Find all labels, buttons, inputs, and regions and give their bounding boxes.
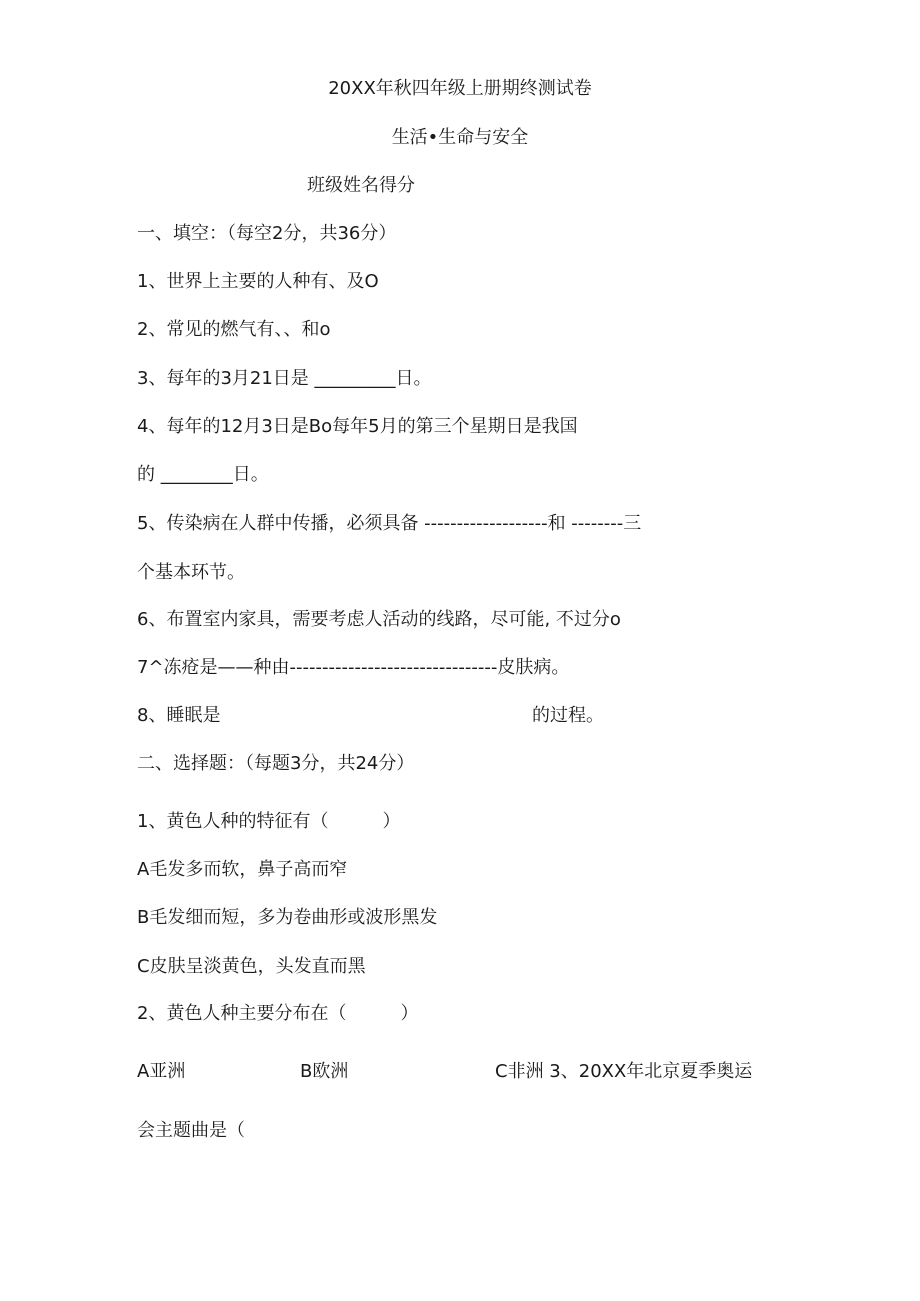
choice-q1-option-c: C皮肤呈淡黄色，头发直而黑: [137, 956, 366, 977]
student-info-line: 班级姓名得分: [307, 175, 415, 196]
document-title: 20XX年秋四年级上册期终测试卷: [328, 78, 592, 99]
choice-question-2: 2、黄色人种主要分布在（ ）: [137, 1003, 419, 1024]
choice-q1-option-a: A毛发多而软，鼻子高而窄: [137, 859, 348, 880]
question-4-line-1: 4、每年的12月3日是Bo每年5月的第三个星期日是我国: [137, 416, 578, 437]
question-5-line-1: 5、传染病在人群中传播，必须具备 -------------------和 --------三: [137, 513, 642, 534]
choice-q2-option-a: A亚洲: [137, 1061, 186, 1082]
document-subtitle: 生活•生命与安全: [391, 127, 529, 148]
question-5-line-2: 个基本环节。: [137, 562, 245, 583]
question-7: 7^冻疮是——种由--------------------------------皮肤病。: [137, 657, 570, 678]
choice-q2-option-c: C非洲 3、20XX年北京夏季奥运: [495, 1061, 753, 1082]
question-6: 6、布置室内家具，需要考虑人活动的线路，尽可能, 不过分o: [137, 609, 621, 630]
choice-q1-option-b: B毛发细而短，多为卷曲形或波形黑发: [137, 907, 438, 928]
section-heading-fill-blank: 一、填空：（每空2分，共36分）: [137, 223, 397, 244]
question-2: 2、常见的燃气有、、和o: [137, 319, 331, 340]
question-4-line-2: 的 ________日。: [137, 464, 269, 485]
section-heading-choice: 二、选择题：（每题3分，共24分）: [137, 753, 415, 774]
choice-question-1: 1、黄色人种的特征有（ ）: [137, 811, 401, 832]
question-1: 1、世界上主要的人种有、及O: [137, 271, 379, 292]
choice-question-3-continued: 会主题曲是（: [137, 1120, 245, 1141]
question-3: 3、每年的3月21日是 _________日。: [137, 368, 432, 389]
question-8-left: 8、睡眠是: [137, 705, 221, 726]
choice-q2-option-b: B欧洲: [300, 1061, 349, 1082]
question-8-right: 的过程。: [532, 705, 604, 726]
